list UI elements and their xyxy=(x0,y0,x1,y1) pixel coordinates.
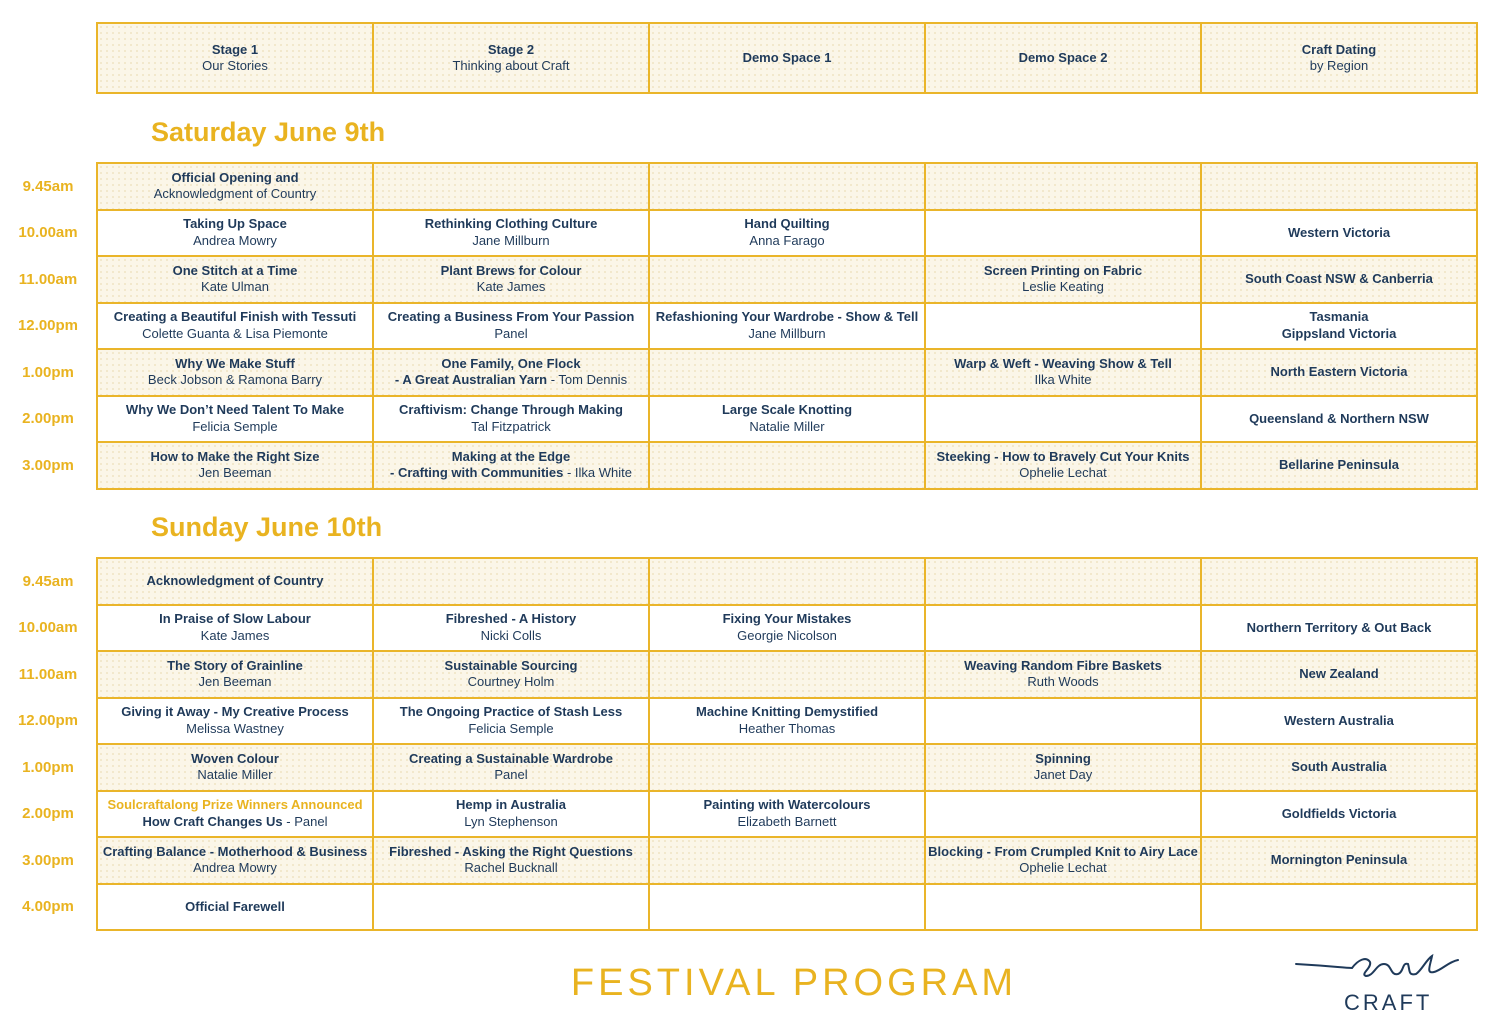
session-title: The Story of Grainline xyxy=(167,657,303,673)
session-presenter: Ruth Woods xyxy=(1027,674,1099,690)
session-cell xyxy=(1201,349,1477,396)
session-cell xyxy=(373,698,649,745)
session-title: South Australia xyxy=(1291,759,1387,774)
session-title: The Ongoing Practice of Stash Less xyxy=(399,704,623,720)
venue-stage-2 xyxy=(373,23,649,93)
session-cell xyxy=(649,442,925,489)
session-cell xyxy=(649,837,925,884)
venue-demo-space-2 xyxy=(925,23,1201,93)
time-label: 12.00pm xyxy=(17,317,79,335)
session-cell xyxy=(97,698,373,745)
session-title: Large Scale Knotting xyxy=(721,402,853,418)
schedule-row xyxy=(97,303,1477,350)
session-presenter: Janet Day xyxy=(1033,767,1093,783)
session-title: Fibreshed - A History xyxy=(445,611,577,627)
session-title: Painting with Watercolours xyxy=(703,797,871,813)
session-title: Hand Quilting xyxy=(744,216,830,232)
session-cell xyxy=(97,744,373,791)
session-cell xyxy=(925,698,1201,745)
day-heading-sunday: Sunday June 10th xyxy=(151,512,383,542)
session-presenter: Anna Farago xyxy=(749,232,825,248)
session-title: Craftivism: Change Through Making xyxy=(399,402,623,418)
session-title: Gippsland Victoria xyxy=(1281,325,1397,341)
venue-demo-space-1 xyxy=(649,23,925,93)
session-presenter: Melissa Wastney xyxy=(186,720,284,736)
session-presenter: - Ilka White xyxy=(563,465,632,481)
schedule-sunday xyxy=(96,557,1478,931)
session-title: Fibreshed - Asking the Right Questions xyxy=(389,843,633,859)
session-title: One Family, One Flock xyxy=(441,355,581,371)
session-cell xyxy=(97,791,373,838)
session-cell xyxy=(97,210,373,257)
session-cell xyxy=(97,163,373,210)
logo-craft-text: CRAFT xyxy=(1344,990,1433,1015)
time-label: 2.00pm xyxy=(22,410,74,428)
time-column-sunday xyxy=(0,558,96,930)
session-presenter: Andrea Mowry xyxy=(193,232,277,248)
session-cell xyxy=(373,605,649,652)
session-cell xyxy=(373,791,649,838)
session-cell xyxy=(373,303,649,350)
session-presenter: Elizabeth Barnett xyxy=(737,813,837,829)
session-title: Making at the Edge xyxy=(451,448,571,464)
session-title: Taking Up Space xyxy=(183,216,287,232)
session-cell xyxy=(925,210,1201,257)
schedule-row xyxy=(97,837,1477,884)
session-presenter: Felicia Semple xyxy=(192,418,278,434)
session-title: Spinning xyxy=(1035,750,1091,766)
session-presenter: Nicki Colls xyxy=(480,627,542,643)
session-cell xyxy=(97,837,373,884)
venue-stage-1 xyxy=(97,23,373,93)
session-presenter: Natalie Miller xyxy=(197,767,273,783)
session-subtitle: - Crafting with Communities xyxy=(390,465,564,481)
session-cell xyxy=(649,558,925,605)
session-cell xyxy=(97,605,373,652)
soulcraft-logo xyxy=(1292,952,1467,1014)
session-title: Acknowledgment of Country xyxy=(146,573,324,588)
venue-header xyxy=(96,22,1478,94)
session-cell xyxy=(925,884,1201,931)
session-line xyxy=(376,372,646,389)
session-title: Why We Make Stuff xyxy=(175,355,295,371)
schedule-row xyxy=(97,744,1477,791)
session-title: Giving it Away - My Creative Process xyxy=(121,704,349,720)
session-title: Sustainable Sourcing xyxy=(444,657,578,673)
session-presenter: Courtney Holm xyxy=(467,674,555,690)
session-title: Creating a Sustainable Wardrobe xyxy=(409,750,613,766)
session-title: Machine Knitting Demystified xyxy=(695,704,879,720)
schedule-row xyxy=(97,210,1477,257)
time-label: 3.00pm xyxy=(22,456,74,474)
venue-subtitle: by Region xyxy=(1309,58,1369,73)
session-cell xyxy=(1201,884,1477,931)
time-label: 4.00pm xyxy=(22,898,74,916)
session-title: Plant Brews for Colour xyxy=(440,262,582,278)
venue-subtitle: Our Stories xyxy=(202,58,268,73)
session-cell xyxy=(925,651,1201,698)
session-cell xyxy=(925,163,1201,210)
session-title: Rethinking Clothing Culture xyxy=(424,216,598,232)
session-cell xyxy=(649,884,925,931)
session-cell xyxy=(97,884,373,931)
session-cell xyxy=(373,837,649,884)
session-title: New Zealand xyxy=(1299,666,1379,681)
session-presenter: Colette Guanta & Lisa Piemonte xyxy=(142,325,328,341)
session-title: Official Opening and xyxy=(171,169,299,185)
session-title: Northern Territory & Out Back xyxy=(1246,619,1432,635)
session-cell xyxy=(649,349,925,396)
session-presenter: Kate James xyxy=(476,279,546,295)
session-title: North Eastern Victoria xyxy=(1270,364,1408,379)
venue-title: Craft Dating xyxy=(1301,41,1377,57)
session-cell xyxy=(925,256,1201,303)
session-title: Weaving Random Fibre Baskets xyxy=(964,657,1162,673)
session-presenter: - Panel xyxy=(282,813,328,829)
session-presenter: Panel xyxy=(494,767,528,783)
session-presenter: Jen Beeman xyxy=(198,674,272,690)
session-cell xyxy=(925,605,1201,652)
session-cell xyxy=(649,651,925,698)
session-cell xyxy=(925,396,1201,443)
session-presenter: Ophelie Lechat xyxy=(1019,860,1107,876)
session-title: Mornington Peninsula xyxy=(1270,852,1408,867)
session-cell xyxy=(1201,605,1477,652)
session-highlight: Soulcraftalong Prize Winners Announced xyxy=(107,797,363,813)
schedule-row xyxy=(97,605,1477,652)
session-cell xyxy=(1201,558,1477,605)
schedule-row xyxy=(97,651,1477,698)
session-title: Woven Colour xyxy=(191,750,279,766)
session-cell xyxy=(97,651,373,698)
schedule-row xyxy=(97,163,1477,210)
schedule-row xyxy=(97,349,1477,396)
venue-title: Stage 2 xyxy=(487,41,535,57)
session-title: Hemp in Australia xyxy=(455,797,567,813)
session-title: Creating a Business From Your Passion xyxy=(387,309,635,325)
session-title: Queensland & Northern NSW xyxy=(1249,410,1429,426)
session-presenter: Lyn Stephenson xyxy=(464,813,558,829)
time-label: 1.00pm xyxy=(22,363,74,381)
venue-title: Demo Space 2 xyxy=(1018,49,1108,65)
schedule-row xyxy=(97,396,1477,443)
session-cell xyxy=(925,837,1201,884)
session-title: Tasmania xyxy=(1309,309,1369,325)
time-label: 2.00pm xyxy=(22,805,74,823)
session-cell xyxy=(649,396,925,443)
schedule-row xyxy=(97,558,1477,605)
schedule-row xyxy=(97,256,1477,303)
session-cell xyxy=(1201,744,1477,791)
session-title: Goldfields Victoria xyxy=(1281,805,1397,821)
session-cell xyxy=(373,256,649,303)
session-cell xyxy=(373,210,649,257)
session-cell xyxy=(1201,442,1477,489)
session-cell xyxy=(373,651,649,698)
session-cell xyxy=(649,303,925,350)
session-presenter: Leslie Keating xyxy=(1022,279,1104,295)
session-cell xyxy=(649,698,925,745)
session-cell xyxy=(1201,256,1477,303)
session-title: Steeking - How to Bravely Cut Your Knits xyxy=(936,448,1190,464)
session-cell xyxy=(373,349,649,396)
session-presenter: - Tom Dennis xyxy=(547,372,628,388)
session-cell xyxy=(925,349,1201,396)
session-presenter: Kate Ulman xyxy=(201,279,269,295)
session-cell xyxy=(373,163,649,210)
session-presenter: Jane Millburn xyxy=(472,232,550,248)
session-cell xyxy=(925,791,1201,838)
session-cell xyxy=(925,303,1201,350)
session-title: Western Victoria xyxy=(1287,224,1391,240)
venue-subtitle: Thinking about Craft xyxy=(452,58,570,73)
session-title: Blocking - From Crumpled Knit to Airy Lace xyxy=(928,843,1198,859)
session-cell xyxy=(1201,396,1477,443)
session-cell xyxy=(97,349,373,396)
session-cell xyxy=(373,558,649,605)
session-title: In Praise of Slow Labour xyxy=(159,611,311,627)
session-line xyxy=(100,814,370,831)
session-cell xyxy=(1201,303,1477,350)
session-presenter: Andrea Mowry xyxy=(193,860,277,876)
session-title: Crafting Balance - Motherhood & Business xyxy=(102,843,368,859)
session-presenter: Tal Fitzpatrick xyxy=(471,418,551,434)
schedule-row xyxy=(97,442,1477,489)
session-presenter: Panel xyxy=(494,325,528,341)
session-cell xyxy=(649,744,925,791)
time-label: 1.00pm xyxy=(22,758,74,776)
session-title: Creating a Beautiful Finish with Tessuti xyxy=(113,309,357,325)
schedule-saturday xyxy=(96,162,1478,490)
session-cell xyxy=(97,442,373,489)
session-presenter: Acknowledgment of Country xyxy=(153,186,317,202)
session-cell xyxy=(1201,651,1477,698)
venue-title: Demo Space 1 xyxy=(742,49,832,65)
session-cell xyxy=(1201,837,1477,884)
session-title: Refashioning Your Wardrobe - Show & Tell xyxy=(655,309,919,325)
session-title: How Craft Changes Us xyxy=(142,813,283,829)
session-cell xyxy=(1201,163,1477,210)
session-cell xyxy=(925,442,1201,489)
session-cell xyxy=(373,884,649,931)
session-presenter: Kate James xyxy=(200,627,270,643)
session-title: Bellarine Peninsula xyxy=(1279,457,1399,472)
schedule-row xyxy=(97,791,1477,838)
session-title: Why We Don’t Need Talent To Make xyxy=(125,402,345,418)
festival-program-title: FESTIVAL PROGRAM xyxy=(570,962,1018,1004)
session-title: One Stitch at a Time xyxy=(172,262,298,278)
session-presenter: Beck Jobson & Ramona Barry xyxy=(147,372,323,388)
session-subtitle: - A Great Australian Yarn xyxy=(394,372,548,388)
session-cell xyxy=(1201,791,1477,838)
session-presenter: Georgie Nicolson xyxy=(737,627,837,643)
session-title: Official Farewell xyxy=(185,898,285,914)
session-cell xyxy=(97,396,373,443)
session-title: Warp & Weft - Weaving Show & Tell xyxy=(954,355,1172,371)
session-cell xyxy=(373,744,649,791)
session-title: How to Make the Right Size xyxy=(150,448,320,464)
session-cell xyxy=(1201,698,1477,745)
session-cell xyxy=(373,442,649,489)
session-presenter: Ophelie Lechat xyxy=(1019,465,1107,481)
session-title: Western Australia xyxy=(1284,712,1394,728)
session-presenter: Heather Thomas xyxy=(738,720,836,736)
session-cell xyxy=(97,558,373,605)
session-cell xyxy=(97,256,373,303)
session-cell xyxy=(649,163,925,210)
session-cell xyxy=(649,256,925,303)
session-title: Fixing Your Mistakes xyxy=(722,611,852,627)
session-presenter: Felicia Semple xyxy=(468,720,554,736)
session-title: Screen Printing on Fabric xyxy=(983,262,1143,278)
day-heading-saturday: Saturday June 9th xyxy=(151,117,386,147)
session-cell xyxy=(373,396,649,443)
session-presenter: Rachel Bucknall xyxy=(464,860,558,876)
schedule-row xyxy=(97,884,1477,931)
session-cell xyxy=(649,210,925,257)
time-label: 9.45am xyxy=(22,572,74,590)
session-cell xyxy=(649,791,925,838)
session-presenter: Natalie Miller xyxy=(749,418,825,434)
session-cell xyxy=(925,744,1201,791)
time-column-saturday xyxy=(0,163,96,489)
session-title: South Coast NSW & Canberria xyxy=(1245,271,1433,286)
venue-title: Stage 1 xyxy=(211,41,259,57)
time-label: 3.00pm xyxy=(22,851,74,869)
time-label: 10.00am xyxy=(18,224,78,242)
time-label: 11.00am xyxy=(18,665,78,683)
time-label: 10.00am xyxy=(18,619,78,637)
session-presenter: Jane Millburn xyxy=(748,325,826,341)
time-label: 11.00am xyxy=(18,270,78,288)
session-presenter: Ilka White xyxy=(1034,372,1092,388)
session-cell xyxy=(649,605,925,652)
session-cell xyxy=(925,558,1201,605)
session-line xyxy=(376,465,646,482)
session-cell xyxy=(97,303,373,350)
session-presenter: Jen Beeman xyxy=(198,465,272,481)
time-label: 12.00pm xyxy=(17,712,79,730)
venue-craft-dating xyxy=(1201,23,1477,93)
session-cell xyxy=(1201,210,1477,257)
schedule-row xyxy=(97,698,1477,745)
time-label: 9.45am xyxy=(22,177,74,195)
